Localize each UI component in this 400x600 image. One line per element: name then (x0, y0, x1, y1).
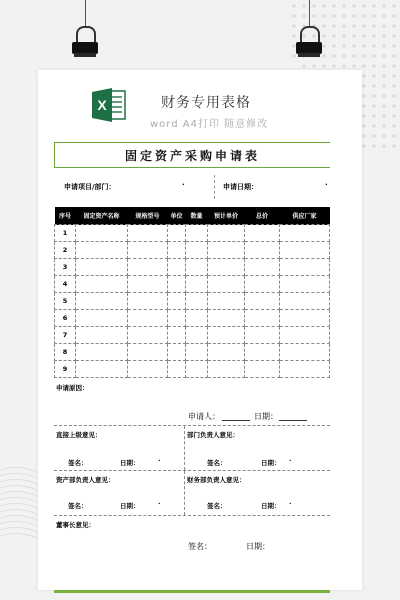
binder-clip-icon (296, 26, 322, 62)
row-index: 2 (55, 242, 76, 259)
table-cell[interactable] (128, 361, 168, 378)
table-cell[interactable] (168, 293, 186, 310)
table-cell[interactable] (168, 242, 186, 259)
approval-row-2 (54, 470, 330, 515)
col-header: 固定资产名称 (76, 207, 128, 225)
table-cell[interactable] (128, 310, 168, 327)
sign-label: 签名： (68, 459, 88, 467)
table-cell[interactable] (245, 276, 280, 293)
table-cell[interactable] (168, 344, 186, 361)
date-label: 日期： (120, 459, 140, 467)
table-cell[interactable] (76, 310, 128, 327)
approval-row-1 (54, 425, 330, 470)
table-cell[interactable] (128, 259, 168, 276)
table-cell[interactable] (76, 225, 128, 242)
table-cell[interactable] (245, 225, 280, 242)
table-row (55, 242, 330, 259)
binder-clip-icon (72, 26, 98, 62)
table-cell[interactable] (128, 225, 168, 242)
table-cell[interactable] (208, 225, 245, 242)
table-cell[interactable] (128, 344, 168, 361)
table-row (55, 293, 330, 310)
table-row (55, 259, 330, 276)
row-index: 3 (55, 259, 76, 276)
row-index: 7 (55, 327, 76, 344)
table-cell[interactable] (128, 293, 168, 310)
sign-label: 签名： (68, 502, 88, 510)
finance-dept-label: 财务部负责人意见： (187, 476, 246, 484)
table-cell[interactable] (208, 310, 245, 327)
col-header: 供应厂家 (280, 207, 330, 225)
bottom-sign-row (54, 538, 330, 552)
applicant-date-line[interactable] (279, 413, 307, 423)
reason-label: 申请原因： (56, 384, 89, 392)
table-cell[interactable] (245, 361, 280, 378)
table-cell[interactable] (245, 293, 280, 310)
table-cell[interactable] (76, 259, 128, 276)
date-label: 日期： (120, 502, 140, 510)
table-cell[interactable] (168, 327, 186, 344)
table-cell[interactable] (76, 276, 128, 293)
row-index: 5 (55, 293, 76, 310)
row-index: 9 (55, 361, 76, 378)
direct-superior-label: 直接上级意见： (56, 431, 102, 439)
row-index: 4 (55, 276, 76, 293)
apply-project-label: 申请项目/部门： (64, 183, 116, 191)
table-cell[interactable] (128, 327, 168, 344)
col-header: 数量 (186, 207, 208, 225)
table-cell[interactable] (76, 293, 128, 310)
asset-dept-label: 资产部负责人意见： (56, 476, 115, 484)
row-index: 8 (55, 344, 76, 361)
table-cell[interactable] (186, 225, 208, 242)
table-cell[interactable] (76, 327, 128, 344)
date-label: 日期： (261, 502, 281, 510)
table-cell[interactable] (168, 361, 186, 378)
table-cell[interactable] (186, 344, 208, 361)
table-cell[interactable] (280, 225, 330, 242)
table-header-row (55, 207, 330, 225)
reason-section[interactable] (54, 378, 330, 425)
procurement-form (54, 142, 330, 552)
excel-logo-icon (92, 87, 126, 123)
table-cell[interactable] (128, 242, 168, 259)
col-header: 规格型号 (128, 207, 168, 225)
table-row (55, 327, 330, 344)
table-cell[interactable] (208, 361, 245, 378)
info-row (54, 175, 330, 199)
asset-table (54, 207, 330, 378)
hanging-string (85, 0, 86, 28)
apply-date-cell[interactable]: 申请日期： . (214, 175, 330, 199)
applicant-date-label: 日期： (254, 412, 278, 421)
table-cell[interactable] (186, 310, 208, 327)
table-cell[interactable] (280, 259, 330, 276)
applicant-signature-line[interactable] (222, 413, 250, 423)
table-cell[interactable] (280, 293, 330, 310)
table-cell[interactable] (186, 293, 208, 310)
table-row (55, 310, 330, 327)
table-cell[interactable] (168, 276, 186, 293)
apply-project-cell[interactable]: 申请项目/部门： . (64, 179, 185, 191)
col-header: 总价 (245, 207, 280, 225)
hanging-string (309, 0, 310, 28)
header-subtitle: word A4打印 随意修改 (150, 119, 269, 130)
bottom-date-label: 日期： (246, 542, 270, 551)
table-cell[interactable] (245, 242, 280, 259)
table-cell[interactable] (245, 344, 280, 361)
table-cell[interactable] (208, 293, 245, 310)
dept-head-box[interactable]: 部门负责人意见： 签名： 日期： . (184, 426, 331, 470)
table-row (55, 344, 330, 361)
paper-sheet (38, 70, 362, 590)
sign-label: 签名： (207, 502, 227, 510)
table-cell[interactable] (280, 344, 330, 361)
table-cell[interactable] (186, 361, 208, 378)
table-cell[interactable] (208, 276, 245, 293)
table-row (55, 276, 330, 293)
svg-text:X: X (97, 97, 107, 113)
dept-head-label: 部门负责人意见： (187, 431, 239, 439)
row-index: 1 (55, 225, 76, 242)
table-cell[interactable] (280, 242, 330, 259)
apply-date-label: 申请日期： (223, 183, 258, 191)
header-title: 财务专用表格 (161, 95, 251, 111)
table-cell[interactable] (186, 259, 208, 276)
table-row (55, 225, 330, 242)
table-cell[interactable] (168, 225, 186, 242)
direct-superior-box[interactable]: 直接上级意见： 签名： 日期： . (56, 431, 161, 467)
col-header: 单位 (168, 207, 186, 225)
table-cell[interactable] (280, 310, 330, 327)
table-cell[interactable] (76, 361, 128, 378)
col-header: 预计单价 (208, 207, 245, 225)
table-cell[interactable] (280, 276, 330, 293)
green-divider (54, 590, 330, 593)
table-cell[interactable] (280, 361, 330, 378)
table-cell[interactable] (208, 344, 245, 361)
table-cell[interactable] (208, 242, 245, 259)
table-cell[interactable] (76, 242, 128, 259)
table-cell[interactable] (208, 327, 245, 344)
table-cell[interactable] (208, 259, 245, 276)
table-cell[interactable] (280, 327, 330, 344)
table-cell[interactable] (186, 327, 208, 344)
table-cell[interactable] (245, 259, 280, 276)
table-cell[interactable] (128, 276, 168, 293)
chairman-label: 董事长意见： (56, 521, 95, 529)
chairman-section[interactable] (54, 515, 330, 538)
table-cell[interactable] (186, 276, 208, 293)
bottom-sign-label: 签名： (188, 542, 212, 551)
table-cell[interactable] (168, 310, 186, 327)
row-index: 6 (55, 310, 76, 327)
table-cell[interactable] (168, 259, 186, 276)
applicant-label: 申请人： (188, 412, 220, 421)
table-cell[interactable] (245, 327, 280, 344)
table-cell[interactable] (186, 242, 208, 259)
col-header: 序号 (55, 207, 76, 225)
form-title: 固定资产采购申请表 (54, 142, 330, 168)
finance-dept-box[interactable]: 财务部负责人意见： 签名： 日期： . (184, 471, 331, 515)
date-label: 日期： (261, 459, 281, 467)
asset-dept-box[interactable]: 资产部负责人意见： 签名： 日期： . (56, 476, 161, 510)
sign-label: 签名： (207, 459, 227, 467)
table-row (55, 361, 330, 378)
table-cell[interactable] (245, 310, 280, 327)
table-cell[interactable] (76, 344, 128, 361)
